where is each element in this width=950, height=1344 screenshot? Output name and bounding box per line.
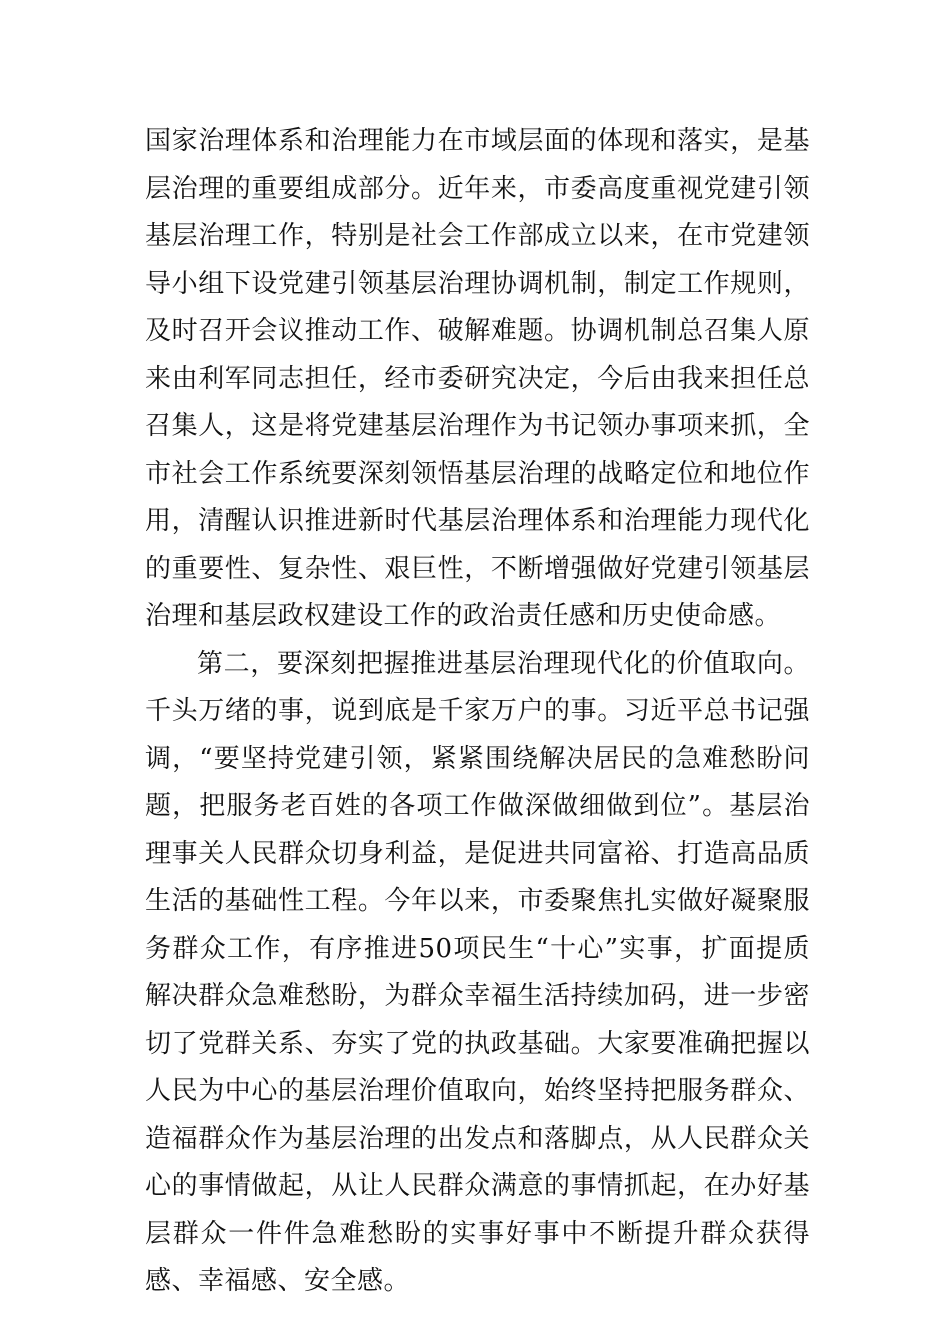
paragraph-continuation: 国家治理体系和治理能力在市域层面的体现和落实，是基层治理的重要组成部分。近年来，市委高度重视党建引领基层治理工作，特别是社会工作部成立以来，在市党建领导小组下设党建引领基层治理协调机制，制定工作规则，及时召开会议推动工作、破解难题。协调机制总召集人原来由利军同志担任，经市委研究决定，今后由我来担任总召集人，这是将党建基层治理作为书记领办事项来抓，全市社会工作系统要深刻领悟基层治理的战略定位和地位作用，清醒认识推进新时代基层治理体系和治理能力现代化的重要性、复杂性、艰巨性，不断增强做好党建引领基层治理和基层政权建设工作的政治责任感和历史使命感。 (145, 126, 810, 631)
paragraph-second-point: 第二，要深刻把握推进基层治理现代化的价值取向。千头万绪的事，说到底是千家万户的事。习近平总书记强调，“要坚持党建引领，紧紧围绕解决居民的急难愁盼问题，把服务老百姓的各项工作做深做细做到位”。基层治理事关人民群众切身利益，是促进共同富裕、打造高品质生活的基础性工程。今年以来，市委聚焦扎实做好凝聚服务群众工作，有序推进50项民生“十心”实事，扩面提质解决群众急难愁盼，为群众幸福生活持续加码，进一步密切了党群关系、夯实了党的执政基础。大家要准确把握以人民为中心的基层治理价值取向，始终坚持把服务群众、造福群众作为基层治理的出发点和落脚点，从人民群众关心的事情做起，从让人民群众满意的事情抓起，在办好基层群众一件件急难愁盼的实事好事中不断提升群众获得感、幸福感、安全感。 (145, 648, 810, 1296)
document-body (145, 118, 810, 1306)
